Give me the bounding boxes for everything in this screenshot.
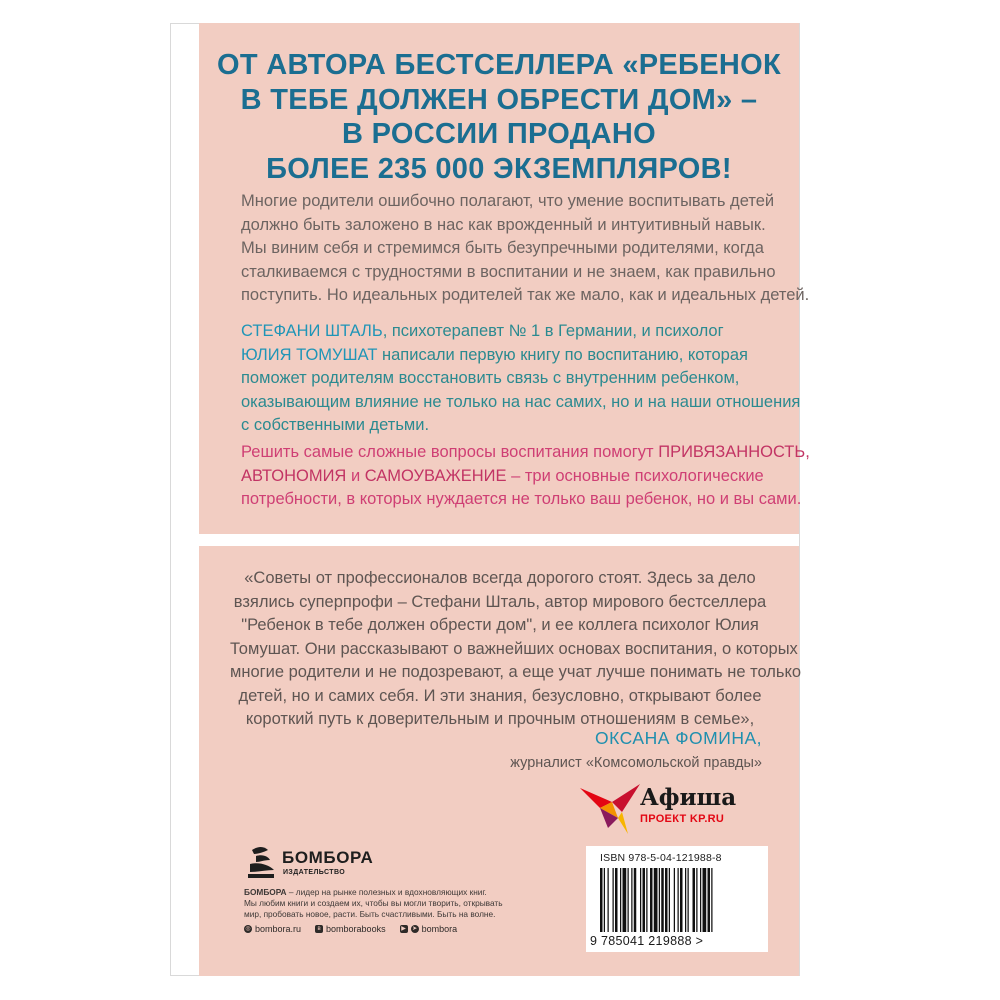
social-label: bombora.ru xyxy=(255,924,302,934)
afisha-title: Афиша xyxy=(640,784,737,811)
intro-paragraph xyxy=(241,190,810,308)
authors-paragraph xyxy=(241,320,801,438)
quote-author-name: ОКСАНА ФОМИНА, xyxy=(595,728,762,748)
publisher-desc-line: мир, пробовать новое, расти. Быть счастливыми. Быть на волне. xyxy=(244,909,496,919)
headline-line: В ТЕБЕ ДОЛЖЕН ОБРЕСТИ ДОМ» – xyxy=(240,83,758,116)
intro-line: Мы виним себя и стремимся быть безупречными родителями, когда xyxy=(241,239,764,257)
quote-author-role: журналист «Комсомольской правды» xyxy=(510,755,762,771)
quote-line: детей, но и самих себя. И эти знания, безусловно, открывают более xyxy=(238,686,762,705)
instagram-icon: ◎ xyxy=(245,926,251,932)
quote-line: «Советы от профессионалов всегда дорогого стоят. Здесь за дело xyxy=(244,569,756,587)
needs-paragraph xyxy=(241,441,810,512)
social-telegram[interactable] xyxy=(400,924,458,934)
social-label: bombora xyxy=(421,924,458,934)
publisher-subtitle: ИЗДАТЕЛЬСТВО xyxy=(283,869,346,876)
author-name-tomushat: ЮЛИЯ ТОМУШАТ xyxy=(241,345,378,364)
social-links xyxy=(244,924,457,934)
publisher-description xyxy=(244,887,534,920)
youtube-icon: ▶ xyxy=(401,926,406,932)
intro-line: должно быть заложено в нас как врожденный и интуитивный навык. xyxy=(241,215,766,234)
telegram-icon: ➤ xyxy=(412,926,418,932)
authors-line xyxy=(241,344,781,368)
needs-line: потребности, в которых нуждается не только ваш ребенок, но и вы сами. xyxy=(241,490,802,508)
needs-text: Решить самые сложные вопросы воспитания помогут xyxy=(241,443,659,461)
vk-icon: в xyxy=(315,925,323,933)
need-self-respect: САМОУВАЖЕНИЕ xyxy=(364,466,507,485)
quote-line: взялись суперпрофи – Стефани Шталь, автор мирового бестселлера xyxy=(233,592,767,611)
publisher-desc-text: – лидер на рынке полезных и вдохновляющих книг. xyxy=(286,887,487,897)
author-name-stahl: СТЕФАНИ ШТАЛЬ xyxy=(241,322,383,340)
needs-line xyxy=(241,441,810,465)
needs-line xyxy=(241,465,781,489)
publisher-name: БОМБОРА xyxy=(282,848,374,867)
intro-line: поступить. Но идеальных родителей так же мало, как и идеальных детей. xyxy=(241,286,810,304)
barcode-icon xyxy=(600,868,756,932)
afisha-logo xyxy=(640,785,736,825)
social-vk[interactable] xyxy=(315,924,386,934)
barcode-digits: 9 785041 219888 > xyxy=(590,934,704,948)
authors-line: оказывающим влияние не только на нас самих, но и на наши отношения xyxy=(241,392,801,411)
authors-line: с собственными детьми. xyxy=(241,416,430,434)
bombora-logo-icon xyxy=(246,846,276,880)
intro-line: Многие родители ошибочно полагают, что умение воспитывать детей xyxy=(241,192,775,210)
publisher-desc-name: БОМБОРА xyxy=(244,887,287,897)
authors-line xyxy=(241,320,781,344)
publisher-desc-line: Мы любим книги и создаем их, чтобы вы могли творить, открывать xyxy=(244,898,503,908)
authors-text: написали первую книгу по воспитанию, которая xyxy=(377,345,748,364)
isbn-barcode-box xyxy=(586,846,768,952)
need-autonomy: АВТОНОМИЯ xyxy=(241,466,347,485)
need-attachment: ПРИВЯЗАННОСТЬ, xyxy=(658,443,810,461)
afisha-subtitle: ПРОЕКТ KP.RU xyxy=(640,813,725,825)
quote-line: Томушат. Они рассказывают о важнейших основах воспитания, о которых xyxy=(230,639,798,658)
intro-line: сталкиваемся с трудностями в воспитании и не знаем, как правильно xyxy=(241,262,776,281)
headline-line: В РОССИИ ПРОДАНО xyxy=(341,118,657,150)
quote-line: короткий путь к доверительным и прочным отношениям в семье», xyxy=(245,710,755,728)
quote-line: многие родители и не подозревают, а еще учат лучше понимать не только xyxy=(230,663,802,681)
headline-line: ОТ АВТОРА БЕСТСЕЛЛЕРА «РЕБЕНОК xyxy=(217,49,781,81)
authors-text: , психотерапевт № 1 в Германии, и психолог xyxy=(382,322,724,340)
quote-author xyxy=(510,727,762,773)
publisher-desc-line xyxy=(244,887,534,898)
isbn-label: ISBN 978-5-04-121988-8 xyxy=(600,852,722,864)
headline-line: БОЛЕЕ 235 000 ЭКЗЕМПЛЯРОВ! xyxy=(266,152,732,185)
review-quote xyxy=(230,567,802,732)
needs-text: – три основные психологические xyxy=(506,466,764,485)
social-label: bomborabooks xyxy=(326,924,386,934)
quote-line: "Ребенок в тебе должен обрести дом", и ее коллега психолог Юлия xyxy=(241,616,759,634)
headline xyxy=(199,48,799,186)
afisha-bird-icon xyxy=(578,778,642,836)
needs-text: и xyxy=(346,466,365,485)
authors-line: поможет родителям восстановить связь с внутренним ребенком, xyxy=(241,369,740,387)
social-instagram[interactable] xyxy=(244,924,301,934)
